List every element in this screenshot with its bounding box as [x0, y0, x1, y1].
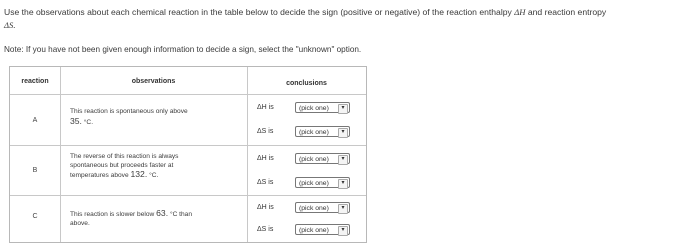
entropy-symbol: ΔS. [4, 20, 16, 30]
chevron-down-icon: ▾ [338, 155, 348, 165]
temperature-unit: °C than [169, 211, 193, 218]
divider [10, 94, 366, 95]
chevron-down-icon: ▾ [338, 179, 348, 189]
ds-label: ΔS is [257, 127, 274, 135]
temperature-unit: °C. [83, 118, 94, 126]
reaction-label-b: B [32, 167, 38, 174]
temperature-unit: °C. [149, 172, 159, 179]
observation-text: This reaction is spontaneous only above [70, 108, 188, 115]
temperature-value: 63. [156, 208, 169, 218]
header-observations: observations [131, 78, 176, 85]
select-value: (pick one) [299, 204, 329, 212]
observation-text: This reaction is slower below [70, 211, 155, 218]
select-value: (pick one) [299, 226, 329, 234]
conclusion-dh-b [257, 151, 350, 165]
reaction-label-a: A [32, 117, 38, 124]
divider [10, 195, 366, 196]
conclusion-dh-a [257, 100, 350, 114]
chevron-down-icon: ▾ [338, 104, 348, 114]
observation-text: spontaneous but proceeds faster at [70, 161, 174, 169]
select-value: (pick one) [299, 179, 329, 187]
temperature-value: 35. [70, 115, 82, 126]
select-value: (pick one) [299, 128, 329, 136]
instructions [4, 6, 696, 32]
header-conclusions: conclusions [286, 80, 327, 87]
dh-select-a[interactable] [295, 102, 350, 113]
conclusion-ds-a [257, 124, 350, 138]
observation-text: above. [70, 219, 90, 227]
chevron-down-icon: ▾ [338, 128, 348, 138]
dh-select-b[interactable] [295, 153, 350, 164]
select-value: (pick one) [299, 155, 329, 163]
observation-c [70, 209, 235, 228]
chevron-down-icon: ▾ [338, 204, 348, 214]
observation-a [70, 108, 235, 127]
reaction-label-c: C [32, 213, 38, 220]
instructions-text: Use the observations about each chemical reaction in the table below to decide the sign (positive or negative) of the reaction enthalpy [4, 7, 512, 17]
dh-select-c[interactable] [295, 202, 350, 213]
observation-b [70, 153, 235, 181]
temperature-value: 132. [130, 169, 148, 179]
enthalpy-symbol: ΔH [514, 7, 526, 17]
ds-select-c[interactable] [295, 224, 350, 235]
ds-label: ΔS is [257, 225, 274, 233]
note: Note: If you have not been given enough information to decide a sign, select the "unknown" option. [4, 45, 362, 54]
ds-label: ΔS is [257, 178, 274, 186]
header-reaction: reaction [21, 78, 49, 85]
chevron-down-icon: ▾ [338, 226, 348, 236]
conclusion-ds-b [257, 175, 350, 189]
select-value: (pick one) [299, 104, 329, 112]
dh-label: ΔH is [257, 154, 274, 162]
dh-label: ΔH is [257, 203, 274, 211]
observation-text: The reverse of this reaction is always [70, 153, 179, 160]
ds-select-b[interactable] [295, 177, 350, 188]
reaction-table [9, 66, 367, 243]
conclusion-ds-c [257, 222, 350, 236]
observation-text: temperatures above [70, 172, 129, 179]
divider [10, 145, 366, 146]
dh-label: ΔH is [257, 103, 274, 111]
conclusion-dh-c [257, 200, 350, 214]
instructions-text-2: and reaction entropy [527, 7, 607, 17]
ds-select-a[interactable] [295, 126, 350, 137]
